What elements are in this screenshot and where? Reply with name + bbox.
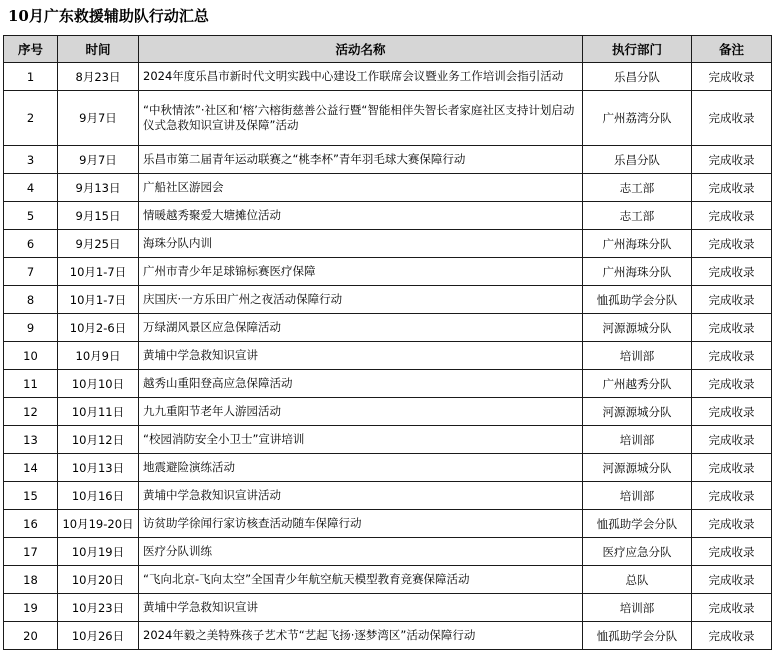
activity-name-cell: 万绿湖风景区应急保障活动 [139,314,583,342]
note-cell: 完成收录 [692,202,772,230]
note-cell: 完成收录 [692,91,772,146]
activity-name-cell: “飞向北京-飞向太空”全国青少年航空航天模型教育竞赛保障活动 [139,566,583,594]
table-row [4,286,772,314]
department-cell: 恤孤助学会分队 [583,286,692,314]
row-number-cell: 20 [4,622,58,650]
table-row [4,370,772,398]
row-number-cell: 4 [4,174,58,202]
row-number-cell: 17 [4,538,58,566]
activity-name-cell: 广州市青少年足球锦标赛医疗保障 [139,258,583,286]
department-cell: 广州荔湾分队 [583,91,692,146]
note-cell: 完成收录 [692,370,772,398]
department-cell: 总队 [583,566,692,594]
table-row [4,146,772,174]
row-number-cell: 11 [4,370,58,398]
note-cell: 完成收录 [692,230,772,258]
department-cell: 恤孤助学会分队 [583,622,692,650]
activity-name-cell: “中秋情浓”·社区和‘榕’六榕街慈善公益行暨“智能相伴失智长者家庭社区支持计划启动仪式急救知识宣讲及保障”活动 [139,91,583,146]
date-cell: 10月11日 [58,398,139,426]
row-number-cell: 9 [4,314,58,342]
table-row [4,174,772,202]
department-cell: 培训部 [583,342,692,370]
note-cell: 完成收录 [692,426,772,454]
activity-table [3,35,772,650]
row-number-cell: 5 [4,202,58,230]
note-cell: 完成收录 [692,398,772,426]
row-number-cell: 10 [4,342,58,370]
row-number-cell: 15 [4,482,58,510]
table-row [4,398,772,426]
department-cell: 乐昌分队 [583,146,692,174]
activity-name-cell: 访贫助学徐闻行家访核查活动随车保障行动 [139,510,583,538]
date-cell: 10月19-20日 [58,510,139,538]
activity-name-cell: 医疗分队训练 [139,538,583,566]
department-cell: 乐昌分队 [583,63,692,91]
row-number-cell: 1 [4,63,58,91]
activity-name-cell: 乐昌市第二届青年运动联赛之“桃李杯”青年羽毛球大赛保障行动 [139,146,583,174]
table-row [4,91,772,146]
date-cell: 10月13日 [58,454,139,482]
header-no: 序号 [4,36,58,63]
row-number-cell: 19 [4,594,58,622]
note-cell: 完成收录 [692,258,772,286]
row-number-cell: 6 [4,230,58,258]
date-cell: 10月12日 [58,426,139,454]
row-number-cell: 12 [4,398,58,426]
header-activity-name: 活动名称 [139,36,583,63]
department-cell: 培训部 [583,594,692,622]
row-number-cell: 3 [4,146,58,174]
date-cell: 10月16日 [58,482,139,510]
activity-name-cell: 越秀山重阳登高应急保障活动 [139,370,583,398]
activity-name-cell: 广船社区游园会 [139,174,583,202]
table-row [4,202,772,230]
department-cell: 广州海珠分队 [583,258,692,286]
note-cell: 完成收录 [692,174,772,202]
department-cell: 志工部 [583,202,692,230]
table-row [4,482,772,510]
note-cell: 完成收录 [692,538,772,566]
table-row [4,566,772,594]
activity-name-cell: 庆国庆·一方乐田广州之夜活动保障行动 [139,286,583,314]
row-number-cell: 16 [4,510,58,538]
table-row [4,622,772,650]
table-row [4,342,772,370]
activity-name-cell: 地震避险演练活动 [139,454,583,482]
activity-name-cell: 黄埔中学急救知识宣讲 [139,594,583,622]
note-cell: 完成收录 [692,454,772,482]
department-cell: 广州海珠分队 [583,230,692,258]
header-department: 执行部门 [583,36,692,63]
table-header-row [4,36,772,63]
activity-name-cell: 黄埔中学急救知识宣讲 [139,342,583,370]
note-cell: 完成收录 [692,510,772,538]
row-number-cell: 7 [4,258,58,286]
table-row [4,230,772,258]
date-cell: 10月1-7日 [58,286,139,314]
date-cell: 9月7日 [58,146,139,174]
row-number-cell: 2 [4,91,58,146]
department-cell: 培训部 [583,426,692,454]
department-cell: 河源源城分队 [583,398,692,426]
date-cell: 10月20日 [58,566,139,594]
note-cell: 完成收录 [692,342,772,370]
date-cell: 10月10日 [58,370,139,398]
department-cell: 河源源城分队 [583,314,692,342]
activity-name-cell: 2024年度乐昌市新时代文明实践中心建设工作联席会议暨业务工作培训会指引活动 [139,63,583,91]
row-number-cell: 18 [4,566,58,594]
note-cell: 完成收录 [692,63,772,91]
department-cell: 志工部 [583,174,692,202]
date-cell: 10月2-6日 [58,314,139,342]
department-cell: 河源源城分队 [583,454,692,482]
row-number-cell: 13 [4,426,58,454]
date-cell: 9月15日 [58,202,139,230]
table-row [4,594,772,622]
table-row [4,510,772,538]
note-cell: 完成收录 [692,146,772,174]
table-row [4,258,772,286]
activity-name-cell: 黄埔中学急救知识宣讲活动 [139,482,583,510]
date-cell: 10月1-7日 [58,258,139,286]
note-cell: 完成收录 [692,594,772,622]
header-date: 时间 [58,36,139,63]
table-row [4,426,772,454]
note-cell: 完成收录 [692,566,772,594]
date-cell: 10月19日 [58,538,139,566]
date-cell: 9月13日 [58,174,139,202]
date-cell: 9月7日 [58,91,139,146]
table-body [4,63,772,650]
row-number-cell: 14 [4,454,58,482]
department-cell: 恤孤助学会分队 [583,510,692,538]
row-number-cell: 8 [4,286,58,314]
table-row [4,314,772,342]
table-row [4,454,772,482]
department-cell: 医疗应急分队 [583,538,692,566]
note-cell: 完成收录 [692,622,772,650]
note-cell: 完成收录 [692,482,772,510]
activity-name-cell: 海珠分队内训 [139,230,583,258]
document-title: 10月广东救援辅助队行动汇总 [8,7,209,25]
table-row [4,538,772,566]
date-cell: 10月9日 [58,342,139,370]
date-cell: 10月23日 [58,594,139,622]
date-cell: 8月23日 [58,63,139,91]
note-cell: 完成收录 [692,286,772,314]
activity-name-cell: “校园消防安全小卫士”宣讲培训 [139,426,583,454]
department-cell: 广州越秀分队 [583,370,692,398]
activity-name-cell: 情暖越秀聚爱大塘摊位活动 [139,202,583,230]
activity-name-cell: 2024年毅之美特殊孩子艺术节“艺起飞扬·逐梦湾区”活动保障行动 [139,622,583,650]
activity-name-cell: 九九重阳节老年人游园活动 [139,398,583,426]
date-cell: 9月25日 [58,230,139,258]
table-row [4,63,772,91]
department-cell: 培训部 [583,482,692,510]
header-note: 备注 [692,36,772,63]
note-cell: 完成收录 [692,314,772,342]
date-cell: 10月26日 [58,622,139,650]
